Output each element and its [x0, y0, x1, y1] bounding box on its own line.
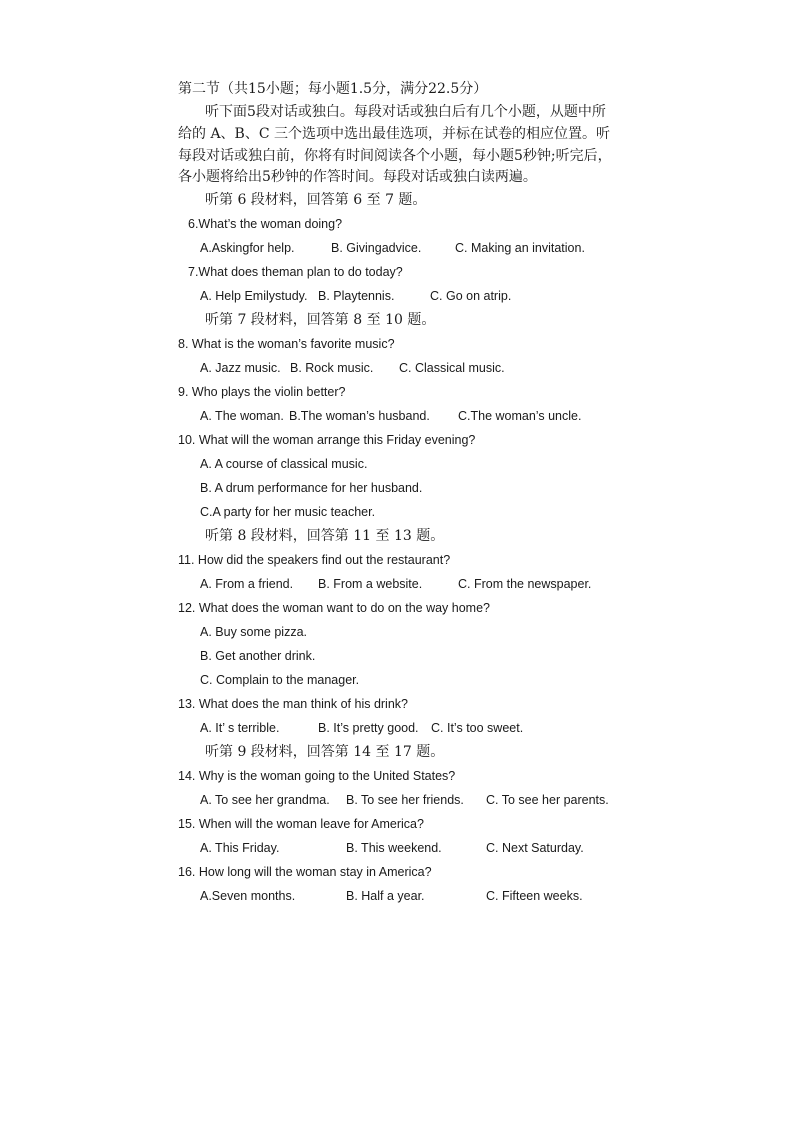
option-c: C. Go on atrip.	[430, 289, 512, 303]
group-header: 听第 7 段材料，回答第 8 至 10 题。	[205, 312, 436, 328]
question-text: 6.What’s the woman doing?	[188, 217, 343, 231]
option-a: A.Askingfor help.	[200, 241, 295, 255]
option-b: B. Playtennis.	[318, 289, 395, 303]
option-a: A. From a friend.	[200, 577, 294, 591]
option-c: C. Next Saturday.	[486, 841, 584, 855]
option-b: B. From a website.	[318, 577, 423, 591]
option-a: A. It’ s terrible.	[200, 721, 280, 735]
instruction-line: 听下面5段对话或独白。每段对话或独白后有几个小题，从题中所	[205, 104, 606, 120]
option-b: B. A drum performance for her husband.	[200, 481, 423, 495]
option-b: B. It’s pretty good.	[318, 721, 419, 735]
group-header: 听第 9 段材料，回答第 14 至 17 题。	[205, 744, 445, 760]
option-b: B.The woman’s husband.	[289, 409, 430, 423]
section-heading: 第二节（共15小题；每小题1.5分，满分22.5分）	[178, 81, 488, 97]
option-a: A.Seven months.	[200, 889, 296, 903]
option-c: C. Complain to the manager.	[200, 673, 360, 687]
option-b: B. Rock music.	[290, 361, 374, 375]
option-c: C. Classical music.	[399, 361, 505, 375]
option-b: B. To see her friends.	[346, 793, 464, 807]
instruction-line: 给的 A、B、C 三个选项中选出最佳选项，并标在试卷的相应位置。听	[178, 126, 611, 142]
option-c: C. It’s too sweet.	[431, 721, 524, 735]
group-header: 听第 8 段材料，回答第 11 至 13 题。	[205, 528, 445, 544]
instruction-line: 各小题将给出5秒钟的作答时间。每段对话或独白读两遍。	[178, 169, 537, 185]
question-text: 7.What does theman plan to do today?	[188, 265, 403, 279]
option-c: C. To see her parents.	[486, 793, 609, 807]
question-text: 8. What is the woman’s favorite music?	[178, 337, 395, 351]
option-a: A. This Friday.	[200, 841, 280, 855]
option-a: A. Jazz music.	[200, 361, 281, 375]
option-c: C. Fifteen weeks.	[486, 889, 583, 903]
option-a: A. The woman.	[200, 409, 284, 423]
option-a: A. Help Emilystudy.	[200, 289, 308, 303]
option-b: B. Half a year.	[346, 889, 425, 903]
question-text: 11. How did the speakers find out the restaurant?	[178, 553, 451, 567]
option-b: B. This weekend.	[346, 841, 442, 855]
question-text: 16. How long will the woman stay in America?	[178, 865, 432, 879]
question-text: 14. Why is the woman going to the United States?	[178, 769, 456, 783]
instruction-line: 每段对话或独白前，你将有时间阅读各个小题，每小题5秒钟;听完后，	[178, 148, 612, 164]
group-header: 听第 6 段材料，回答第 6 至 7 题。	[205, 192, 427, 208]
question-text: 13. What does the man think of his drink?	[178, 697, 408, 711]
question-text: 9. Who plays the violin better?	[178, 385, 346, 399]
question-text: 15. When will the woman leave for America?	[178, 817, 424, 831]
option-a: A. To see her grandma.	[200, 793, 330, 807]
option-a: A. Buy some pizza.	[200, 625, 307, 639]
option-c: C.A party for her music teacher.	[200, 505, 376, 519]
option-c: C. From the newspaper.	[458, 577, 592, 591]
option-c: C. Making an invitation.	[455, 241, 585, 255]
question-text: 10. What will the woman arrange this Friday evening?	[178, 433, 476, 447]
option-b: B. Get another drink.	[200, 649, 316, 663]
question-text: 12. What does the woman want to do on the way home?	[178, 601, 490, 615]
option-c: C.The woman’s uncle.	[458, 409, 582, 423]
option-a: A. A course of classical music.	[200, 457, 368, 471]
option-b: B. Givingadvice.	[331, 241, 422, 255]
